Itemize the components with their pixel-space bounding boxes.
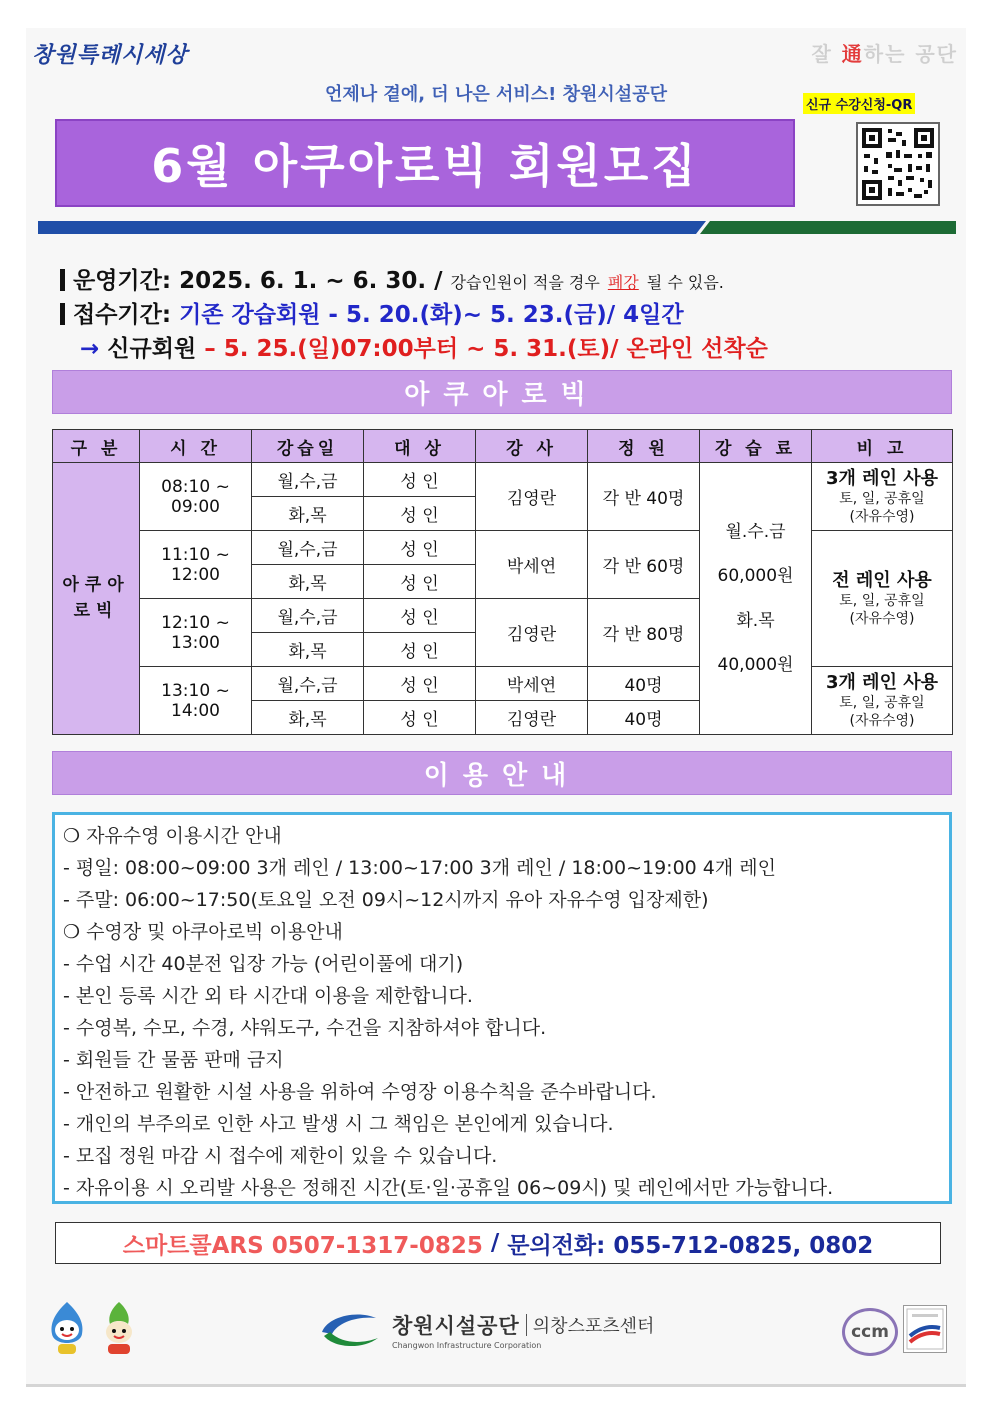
note-sub: 토, 일, 공휴일 [839,491,925,507]
col-header: 시 간 [140,430,252,463]
guide-line: - 본인 등록 시간 외 타 시간대 이용을 제한합니다. [63,985,473,1007]
corp-slogan-logo [811,38,958,67]
capacity-cell: 각 반 40명 [588,463,700,531]
days-cell: 월,수,금 [252,531,364,565]
qr-label: 신규 수강신청-QR [803,93,915,114]
target-cell: 성 인 [364,565,476,599]
days-cell: 월,수,금 [252,463,364,497]
ccm-badge: ccm [842,1308,898,1356]
time-cell: 11:10 ~ 12:00 [140,531,252,599]
mascot-blue-icon [44,1300,90,1358]
note-main: 전 레인 사용 [832,569,932,591]
note-sub: 토, 일, 공휴일 [839,695,925,711]
note-main: 3개 레인 사용 [826,671,938,693]
period-note-pre: 강습인원이 적을 경우 [450,273,600,292]
guide-line: - 안전하고 원활한 시설 사용을 위하여 수영장 이용수칙을 준수바랍니다. [63,1081,657,1103]
guide-line: - 모집 정원 마감 시 접수에 제한이 있을 수 있습니다. [63,1145,498,1167]
guide-line: - 자유이용 시 오리발 사용은 정해진 시간(토·일·공휴일 06~09시) 및 레인에서만 가능합니다. [63,1177,834,1199]
guide-line: ❍ 수영장 및 아쿠아로빅 이용안내 [63,921,343,943]
period-note-cancel: 폐강 [607,273,639,292]
reg-label: 접수기간: [73,302,172,328]
registration-new [80,330,768,363]
category-cell: 아쿠아로빅 [53,463,140,735]
footer-organization [392,1310,654,1350]
mascot-green-icon [96,1300,142,1358]
guide-line: ❍ 자유수영 이용시간 안내 [63,825,282,847]
fee-amount-a: 60,000원 [717,566,794,587]
guide-line: - 회원들 간 물품 판매 금지 [63,1049,284,1071]
days-cell: 월,수,금 [252,667,364,701]
reg-existing: 기존 강습회원 - 5. 20.(화)~ 5. 23.(금)/ 4일간 [179,302,684,328]
col-header: 대 상 [364,430,476,463]
note-sub: (자유수영) [849,611,915,628]
table-header-row [53,430,953,463]
note-sub: (자유수영) [849,509,915,526]
fee-amount-b: 40,000원 [717,654,794,675]
org-english-name: Changwon Infrastructure Corporation [392,1341,542,1350]
table-row [53,531,953,565]
slogan: 언제나 곁에, 더 나은 서비스! 창원시설공단 [325,84,667,105]
logo-right-pre: 잘 [811,42,842,66]
ars-number[interactable]: 스마트콜ARS 0507-1317-0825 [122,1232,483,1259]
note-cell [812,463,953,531]
instructor-cell: 김영란 [476,463,588,531]
days-cell: 월,수,금 [252,599,364,633]
instructor-cell: 박세연 [476,531,588,599]
title-banner [55,119,795,207]
operation-period [60,262,724,295]
fee-days-b: 화.목 [736,610,775,631]
time-cell: 12:10 ~ 13:00 [140,599,252,667]
registration-period [60,296,684,329]
reg-new-label: → 신규회원 [80,336,197,362]
corp-logo-icon [318,1308,382,1352]
days-cell: 화,목 [252,565,364,599]
capacity-cell: 40명 [588,667,700,701]
note-cell [812,531,953,667]
qr-code-icon[interactable] [856,122,940,206]
target-cell: 성 인 [364,599,476,633]
target-cell: 성 인 [364,667,476,701]
note-cell [812,667,953,735]
capacity-cell: 각 반 80명 [588,599,700,667]
logo-right-post: 하는 공단 [863,42,958,66]
city-logo: 창원특례시세상 [32,42,188,68]
page-title: 6월 아쿠아로빅 회원모집 [151,139,699,193]
usage-guide-box [52,812,952,1204]
instructor-cell: 김영란 [476,701,588,735]
certification-mark-icon [903,1305,947,1353]
reg-new-value: – 5. 25.(일)07:00부터 ~ 5. 31.(토)/ 온라인 선착순 [204,336,768,362]
fee-days-a: 월.수.금 [725,522,786,543]
header-divider-stripe [38,221,956,234]
days-cell: 화,목 [252,497,364,531]
guide-line: - 수업 시간 40분전 입장 가능 (어린이풀에 대기) [63,953,464,975]
capacity-cell: 40명 [588,701,700,735]
table-row [53,667,953,701]
time-cell: 08:10 ~ 09:00 [140,463,252,531]
note-sub: (자유수영) [849,713,915,730]
days-cell: 화,목 [252,633,364,667]
contact-separator: / [482,1230,508,1256]
time-cell: 13:10 ~ 14:00 [140,667,252,735]
phone-number[interactable]: 문의전화: 055-712-0825, 0802 [507,1232,874,1259]
target-cell: 성 인 [364,463,476,497]
arrow-icon: → [80,336,100,362]
target-cell: 성 인 [364,633,476,667]
instructor-cell: 박세연 [476,667,588,701]
target-cell: 성 인 [364,701,476,735]
footer-divider [526,1314,527,1336]
guide-line: - 평일: 08:00~09:00 3개 레인 / 13:00~17:00 3개 레인 / 18:00~19:00 4개 레인 [63,857,776,879]
col-header: 비 고 [812,430,953,463]
bullet-bar [60,269,65,291]
guide-line: - 개인의 부주의로 인한 사고 발생 시 그 책임은 본인에게 있습니다. [63,1113,614,1135]
note-main: 3개 레인 사용 [826,467,938,489]
target-cell: 성 인 [364,497,476,531]
org-name: 창원시설공단 [392,1314,520,1338]
schedule-table [52,429,953,735]
contact-box [55,1222,941,1264]
center-name: 의창스포츠센터 [532,1316,655,1337]
logo-right-highlight: 通 [841,42,864,66]
instructor-cell: 김영란 [476,599,588,667]
target-cell: 성 인 [364,531,476,565]
col-header: 구 분 [53,430,140,463]
period-label: 운영기간: [73,268,172,294]
col-header: 정 원 [588,430,700,463]
period-note-post: 될 수 있음. [646,273,724,292]
section-title-usage-guide: 이용안내 [52,751,952,795]
col-header: 강습일 [252,430,364,463]
section-title-aquarobic: 아쿠아로빅 [52,370,952,414]
capacity-cell: 각 반 60명 [588,531,700,599]
guide-line: - 수영복, 수모, 수경, 샤워도구, 수건을 지참하셔야 합니다. [63,1017,547,1039]
period-value: 2025. 6. 1. ~ 6. 30. / [179,268,443,294]
fee-cell [700,463,812,735]
guide-line: - 주말: 06:00~17:50(토요일 오전 09시~12시까지 유아 자유수영 입장제한) [63,889,709,911]
col-header: 강 습 료 [700,430,812,463]
bullet-bar [60,303,65,325]
table-row [53,463,953,497]
note-sub: 토, 일, 공휴일 [839,593,925,609]
days-cell: 화,목 [252,701,364,735]
col-header: 강 사 [476,430,588,463]
